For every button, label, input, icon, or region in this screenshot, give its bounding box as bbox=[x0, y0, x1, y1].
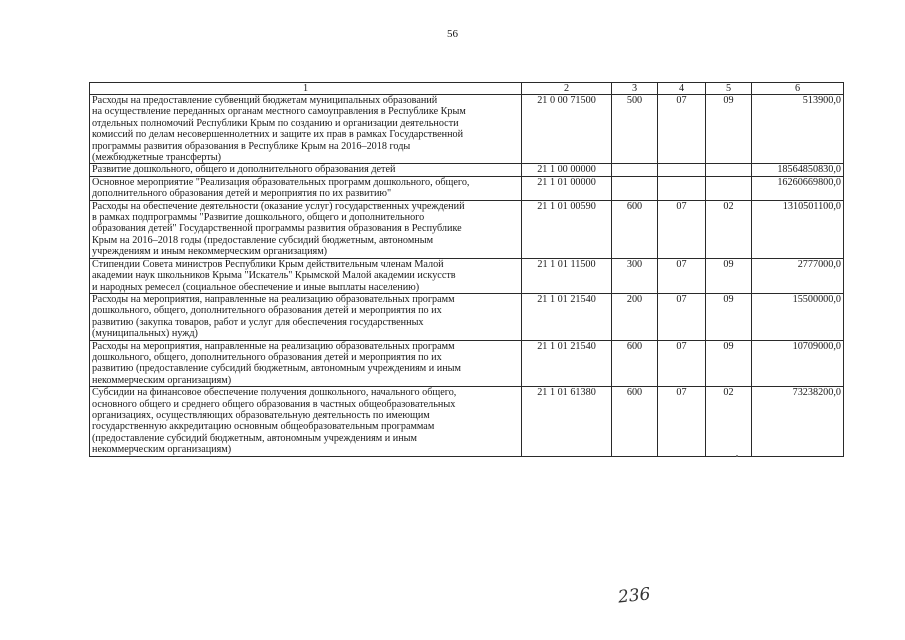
row-col-5 bbox=[706, 164, 752, 176]
row-col-5: 02 bbox=[706, 200, 752, 258]
row-col-3 bbox=[612, 176, 658, 200]
row-name: Расходы на предоставление субвенций бюджетам муниципальных образований на осуществление переданных органам местного самоуправления в Республике Крым отдельных полномочий Республики Крым по созданию и организации деятельности комиссий по делам несовершеннолетних и защите их прав в рамках Государственной программы развития образования в Республике Крым на 2016–2018 годы (межбюджетные трансферты) bbox=[90, 95, 522, 164]
row-col-3: 600 bbox=[612, 340, 658, 387]
row-col-3 bbox=[612, 164, 658, 176]
table-row bbox=[90, 200, 844, 258]
row-name: Стипендии Совета министров Республики Крым действительным членам Малой академии наук школьников Крыма "Искатель" Крымской Малой академии искусств и народных ремесел (социальное обеспечение и иные выплаты населению) bbox=[90, 258, 522, 293]
header-col-6: 6 bbox=[752, 83, 844, 95]
header-col-2: 2 bbox=[522, 83, 612, 95]
row-sum: 10709000,0 bbox=[752, 340, 844, 387]
row-sum: 18564850830,0 bbox=[752, 164, 844, 176]
row-col-4: 07 bbox=[658, 258, 706, 293]
row-name: Расходы на обеспечение деятельности (оказание услуг) государственных учреждений в рамках подпрограммы "Развитие дошкольного, общего и дополнительного образования детей" Государственной программы развития образования в Республике Крым на 2016–2018 годы (предоставление субсидий бюджетным, автономным учреждениям и иным некоммерческим организациям) bbox=[90, 200, 522, 258]
row-sum: 73238200,0 bbox=[752, 387, 844, 456]
row-code: 21 1 01 11500 bbox=[522, 258, 612, 293]
row-col-3: 600 bbox=[612, 200, 658, 258]
row-col-5: 09 bbox=[706, 258, 752, 293]
row-col-4: 07 bbox=[658, 200, 706, 258]
row-sum: 2777000,0 bbox=[752, 258, 844, 293]
row-col-4: 07 bbox=[658, 293, 706, 340]
header-col-4: 4 bbox=[658, 83, 706, 95]
table-row bbox=[90, 293, 844, 340]
row-col-3: 200 bbox=[612, 293, 658, 340]
row-sum: 16260669800,0 bbox=[752, 176, 844, 200]
table-row bbox=[90, 258, 844, 293]
row-name: Основное мероприятие "Реализация образовательных программ дошкольного, общего, дополнительного образования детей и мероприятия по их развитию" bbox=[90, 176, 522, 200]
row-name: Расходы на мероприятия, направленные на реализацию образовательных программ дошкольного, общего, дополнительного образования детей и мероприятия по их развитию (предоставление субсидий бюджетным, автономным учреждениям и иным некоммерческим организациям) bbox=[90, 340, 522, 387]
row-sum: 513900,0 bbox=[752, 95, 844, 164]
budget-table bbox=[89, 82, 844, 457]
table-row bbox=[90, 95, 844, 164]
row-col-5: 09 bbox=[706, 340, 752, 387]
header-col-3: 3 bbox=[612, 83, 658, 95]
row-col-4: 07 bbox=[658, 340, 706, 387]
table-row bbox=[90, 176, 844, 200]
row-col-4 bbox=[658, 164, 706, 176]
row-col-4: 07 bbox=[658, 95, 706, 164]
row-code: 21 1 01 61380 bbox=[522, 387, 612, 456]
row-col-3: 500 bbox=[612, 95, 658, 164]
row-code: 21 1 01 21540 bbox=[522, 340, 612, 387]
row-name: Расходы на мероприятия, направленные на реализацию образовательных программ дошкольного, общего, дополнительного образования детей и мероприятия по их развитию (закупка товаров, работ и услуг для обеспечения государственных (муниципальных) нужд) bbox=[90, 293, 522, 340]
header-col-1: 1 bbox=[90, 83, 522, 95]
row-col-4 bbox=[658, 176, 706, 200]
row-col-3: 300 bbox=[612, 258, 658, 293]
row-col-5: 09 bbox=[706, 95, 752, 164]
row-code: 21 1 00 00000 bbox=[522, 164, 612, 176]
table-row bbox=[90, 164, 844, 176]
header-row bbox=[90, 83, 844, 95]
row-name: Субсидии на финансовое обеспечение получения дошкольного, начального общего, основного общего и среднего общего образования в частных общеобразовательных организациях, осуществляющих образовательную деятельность по имеющим государственную аккредитацию основным общеобразовательным программам (предоставление субсидий бюджетным, автономным учреждениям и иным некоммерческим организациям) bbox=[90, 387, 522, 456]
row-code: 21 1 01 21540 bbox=[522, 293, 612, 340]
row-col-5: 02 bbox=[706, 387, 752, 456]
row-code: 21 1 01 00000 bbox=[522, 176, 612, 200]
row-code: 21 0 00 71500 bbox=[522, 95, 612, 164]
row-name: Развитие дошкольного, общего и дополнительного образования детей bbox=[90, 164, 522, 176]
row-col-5: 09 bbox=[706, 293, 752, 340]
header-col-5: 5 bbox=[706, 83, 752, 95]
table-row bbox=[90, 340, 844, 387]
row-col-3: 600 bbox=[612, 387, 658, 456]
table-row bbox=[90, 387, 844, 456]
scan-speck bbox=[736, 455, 738, 457]
handwritten-page-mark: 236 bbox=[617, 584, 652, 608]
row-col-5 bbox=[706, 176, 752, 200]
row-sum: 15500000,0 bbox=[752, 293, 844, 340]
row-sum: 1310501100,0 bbox=[752, 200, 844, 258]
row-code: 21 1 01 00590 bbox=[522, 200, 612, 258]
page-number: 56 bbox=[447, 28, 458, 40]
row-col-4: 07 bbox=[658, 387, 706, 456]
